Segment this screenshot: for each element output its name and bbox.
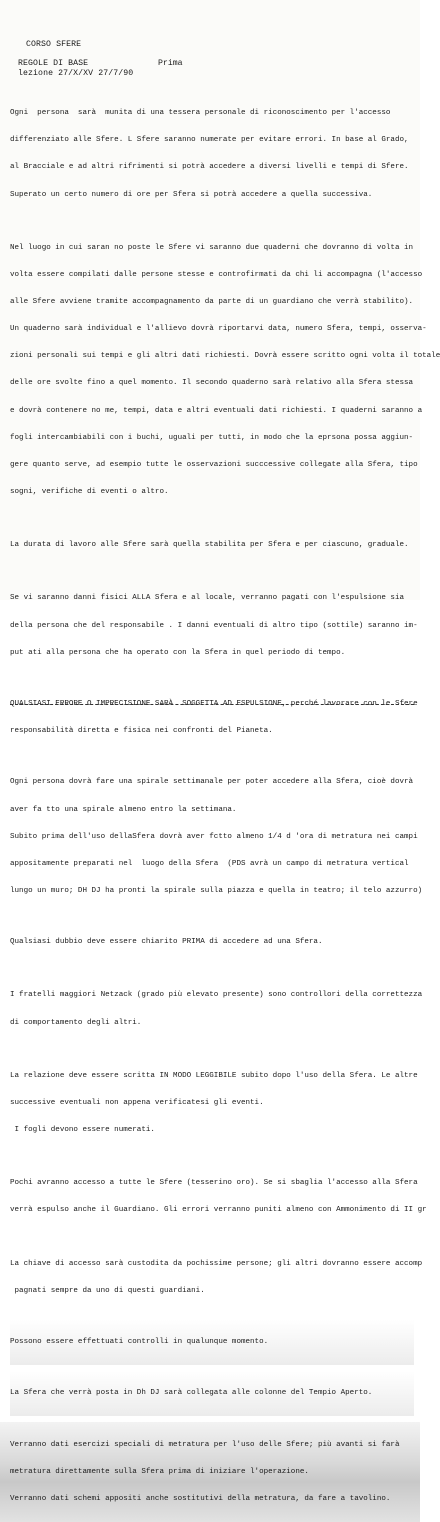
text-line: QUALSIASI ERRORE O IMPRECISIONE SARÀ SOGGETTA AD ESPULSIONE, perché lavorare con le Sfere bbox=[10, 700, 418, 708]
text-line: Superato un certo numero di ore per Sfera si potrà accedere a quella successiva. bbox=[10, 190, 373, 199]
paragraph-access-all bbox=[10, 1161, 427, 1233]
text-line: Nel luogo in cui saran no poste le Sfere vi saranno due quaderni che dovranno di volta in bbox=[10, 243, 414, 252]
text-line: verrà espulso anche il Guardiano. Gli errori verranno puniti almeno con Ammonimento di II gr bbox=[10, 1206, 427, 1215]
paragraph-netzack bbox=[10, 973, 423, 1045]
paragraph-notebooks bbox=[10, 226, 440, 516]
text-line: put ati alla persona che ha operato con la Sfera in quel periodo di tempo. bbox=[10, 648, 346, 657]
paragraph-access bbox=[10, 91, 414, 218]
text-line: Ogni persona dovrà fare una spirale settimanale per poter accedere alla Sfera, cioè dovrà bbox=[10, 778, 414, 787]
text-line: aver fa tto una spirale almeno entro la settimana. bbox=[10, 805, 237, 814]
text-line: responsabilità diretta e fisica nei confronti del Pianeta. bbox=[10, 727, 273, 736]
text-line: alle Sfere avviene tramite accompagnamento da parte di un guardiano che verrà stabilito). bbox=[10, 298, 414, 307]
text-line: e dovrà contenere no me, tempi, data e altri eventuali dati richiesti. I quaderni saranno a bbox=[10, 406, 423, 415]
prima-label: Prima bbox=[158, 59, 183, 68]
level-heading: REGOLE DI BASE bbox=[18, 59, 89, 68]
paragraph-damages bbox=[10, 576, 418, 676]
text-line: I fratelli maggiori Netzack (grado più elevato presente) sono controllori della correttezza bbox=[10, 991, 423, 1000]
text-line: pagnati sempre da uno di questi guardiani. bbox=[10, 1286, 205, 1295]
text-line: lungo un muro; DH DJ ha pronti la spirale sulla piazza e quella in teatro; il telo azzurro) bbox=[10, 886, 423, 895]
text-line: La durata di lavoro alle Sfere sarà quella stabilita per Sfera e per ciascuno, graduale. bbox=[10, 541, 409, 550]
text-line: delle ore svolte fino a quel momento. Il secondo quaderno sarà relativo alla Sfera stessa bbox=[10, 379, 414, 388]
text-line: Ogni persona sarà munita di una tessera personale di riconoscimento per l'accesso bbox=[10, 109, 391, 118]
paragraph-duration bbox=[10, 523, 414, 568]
text-line: Possono essere effettuati controlli in qualunque momento. bbox=[10, 1338, 269, 1347]
paragraph-errors bbox=[10, 682, 418, 754]
text-line: Subito prima dell'uso dellaSfera dovrà aver fctto almeno 1/4 d 'ora di metratura nei campi bbox=[10, 832, 418, 841]
text-line: Un quaderno sarà individual e l'allievo dovrà riportarvi data, numero Sfera, tempi, osserva- bbox=[10, 325, 427, 334]
text-line: La relazione deve essere scritta IN MODO LEGGIBILE subito dopo l'uso della Sfera. Le altre bbox=[10, 1071, 418, 1080]
text-line: Se vi saranno danni fisici ALLA Sfera e al locale, verranno pagati con l'espulsione sia bbox=[10, 594, 405, 603]
text-line: della persona che del responsabile . I danni eventuali di altro tipo (sottile) saranno im- bbox=[10, 621, 418, 630]
text-line: Verranno dati esercizi speciali di metratura per l'uso delle Sfere; più avanti si farà bbox=[10, 1440, 400, 1449]
text-line: metratura direttamente sulla Sfera prima di iniziare l'operazione. bbox=[10, 1467, 309, 1476]
text-line: Verranno dati schemi appositi anche sostitutivi della metratura, da fare a tavolino. bbox=[10, 1494, 391, 1503]
text-line: La chiave di accesso sarà custodita da pochissime persone; gli altri dovranno essere accomp bbox=[10, 1259, 423, 1268]
text-line: sogni, verifiche di eventi o altro. bbox=[10, 488, 169, 497]
paragraph-report bbox=[10, 1054, 418, 1154]
text-line: volta essere compilati dalle persone stesse e controfirmati da chi li accompagna (l'accesso bbox=[10, 270, 423, 279]
paragraph-temple bbox=[10, 1371, 414, 1416]
paragraph-spiral bbox=[10, 760, 423, 914]
lesson-date: lezione 27/X/XV 27/7/90 bbox=[18, 69, 134, 78]
text-line: zioni personali sui tempi e gli altri dati richiesti. Dovrà essere scritto ogni volta il totale bbox=[10, 352, 440, 361]
text-line: gere quanto serve, ad esempio tutte le osservazioni succcessive collegate alla Sfera, tipo bbox=[10, 460, 418, 469]
text-line: appositamente preparati nel luogo della Sfera (PDS avrà un campo di metratura vertical bbox=[10, 859, 409, 868]
text-line: I fogli devono essere numerati. bbox=[10, 1126, 155, 1135]
text-line: al Bracciale e ad altri rifrimenti si potrà accedere a diversi livelli e tempi di Sfere. bbox=[10, 163, 409, 172]
text-line: Pochi avranno accesso a tutte le Sfere (tesserino oro). Se si sbaglia l'accesso alla Sfera bbox=[10, 1179, 418, 1188]
paragraph-exercises bbox=[0, 1422, 420, 1522]
paragraph-doubts bbox=[10, 920, 414, 965]
text-line: La Sfera che verrà posta in Dh DJ sarà collegata alle colonne del Tempio Aperto. bbox=[10, 1389, 373, 1398]
course-title: CORSO SFERE bbox=[26, 40, 82, 49]
paragraph-key bbox=[10, 1242, 423, 1314]
text-line: fogli intercambiabili con i buchi, uguali per tutti, in modo che la eprsona possa aggiun- bbox=[10, 433, 414, 442]
text-line: di comportamento degli altri. bbox=[10, 1018, 142, 1027]
text-line: differenziato alle Sfere. L Sfere saranno numerate per evitare errori. In base al Grado, bbox=[10, 136, 409, 145]
text-line: Qualsiasi dubbio deve essere chiarito PRIMA di accedere ad una Sfera. bbox=[10, 938, 323, 947]
text-line: successive eventuali non appena verificatesi gli eventi. bbox=[10, 1098, 264, 1107]
paragraph-controls bbox=[10, 1320, 414, 1365]
